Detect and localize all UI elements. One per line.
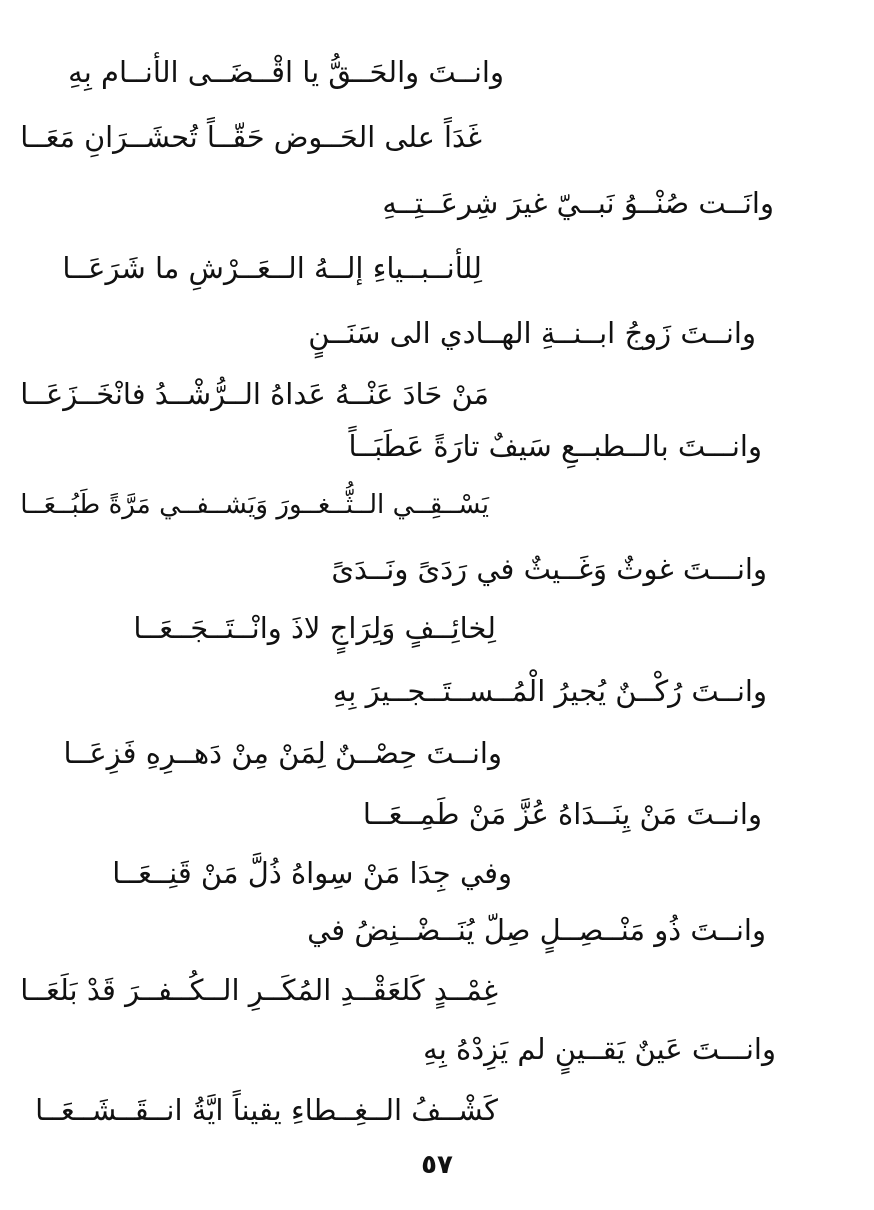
verse-line-4: لِلأنــبــياءِ إلــهُ الــعَــرْشِ ما شَرَعَــا [62, 251, 482, 285]
verse-line-13: وانــتَ مَنْ يِنَــدَاهُ عُزَّ مَنْ طَمِــعَــا [362, 797, 762, 831]
verse-line-7: وانـــتَ بالــطبــعِ سَيفٌ تارَةً عَطَبَــاً [348, 429, 762, 463]
verse-line-3: وانَــت صُنْــوُ نَبــيّ غيرَ شِرعَــتِــهِ [382, 186, 774, 220]
verse-line-2: غَدَاً على الحَــوض حَقّــاً تُحشَــرَانِ مَعَــا [20, 120, 482, 154]
verse-line-15: وانــتَ ذُو مَنْــصِــلٍ صِلّ يُنَــضْــنِضُ في [307, 913, 766, 947]
verse-line-5: وانــتَ زَوجُ ابــنــةِ الهــادي الى سَنَــنٍ [308, 316, 756, 350]
verse-line-1: وانــتَ والحَــقُّ يا اقْــضَــى الأنــام بِهِ [68, 55, 504, 89]
verse-line-8: يَسْــقِــي الــثُّــغــورَ وَيَشــفــي مَرَّةً طَبُــعَــا [20, 490, 489, 520]
verse-line-14: وفي جِدَا مَنْ سِواهُ ذُلَّ مَنْ قَنِــعَــا [112, 856, 512, 890]
verse-line-6: مَنْ حَادَ عَنْــهُ عَداهُ الــرُّشْــدُ فانْخَــزَعَــا [20, 377, 489, 411]
verse-line-18: كَشْــفُ الــغِــطاءِ يقيناً ايَّةُ انــقَــشَــعَــا [35, 1093, 498, 1127]
verse-line-16: غِمْــدٍ كَلعَقْــدِ المُكَــرِ الــكُــفــرَ قَدْ بَلَعَــا [20, 973, 498, 1007]
page-number: ٥٧ [421, 1150, 453, 1180]
verse-line-17: وانـــتَ عَينٌ يَقــينٍ لم يَزِدْهُ بِهِ [423, 1032, 776, 1066]
verse-line-12: وانــتَ حِصْــنٌ لِمَنْ مِنْ دَهــرِهِ فَزِعَــا [63, 736, 502, 770]
verse-line-10: لِخائِــفٍ وَلِرَاجٍ لاذَ وانْــتَــجَــعَــا [133, 611, 496, 645]
verse-line-9: وانـــتَ غوثٌ وَغَــيثٌ في رَدَىً ونَــدَىً [331, 552, 767, 586]
verse-line-11: وانــتَ رُكْــنٌ يُجيرُ الْمُــســتَــجــيرَ بِهِ [332, 674, 767, 708]
